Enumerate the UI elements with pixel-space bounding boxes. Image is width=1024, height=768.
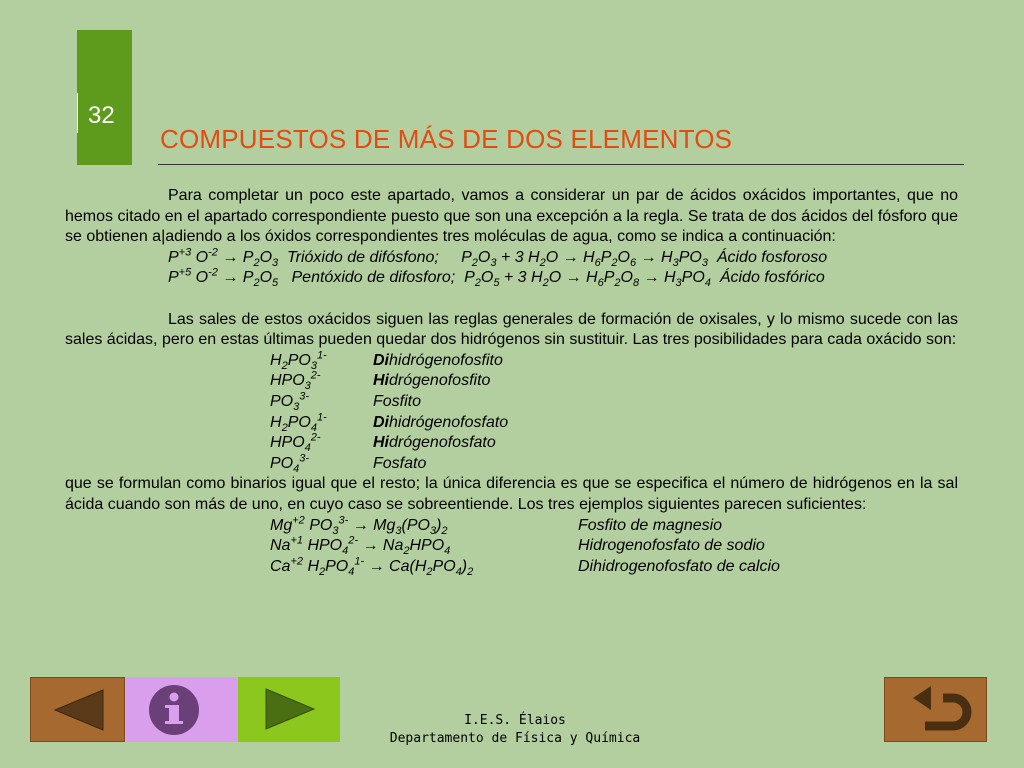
salt-row-2: $HPO_3^{2-}$ Hidrógenofosfito (270, 370, 491, 393)
right-arrow-icon (238, 677, 340, 742)
example-row-1: $Mg^{+2}$ $PO_3^{3-} \to Mg_3(PO_3)_2$ Fosfito de magnesio (270, 514, 723, 537)
title-divider (158, 164, 964, 165)
return-button[interactable] (884, 677, 987, 742)
salt-row-6: $PO_4^{3-}$ Fosfato (270, 452, 427, 475)
left-arrow-icon (31, 678, 126, 743)
footer-department: Departamento de Física y Química (389, 731, 641, 746)
salt-row-4: $H_2PO_4^{1-}$ Dihidrógenofosfato (270, 411, 509, 434)
slide-number: 32 (88, 102, 115, 129)
oxide-name-1: Trióxido de difósfono; (287, 248, 439, 266)
reaction-line-2: $P^{+5}$ $O^{-2} \to P_2O_5$ Pentóxido de difosforo; $P_2O_5 + 3$ $H_2O \to H_6P_2O_8 \to H_3PO_4$ Ácido fosfórico (168, 267, 825, 290)
example-row-2: $Na^{+1}$ $HPO_4^{2-} \to Na_2HPO_4$ Hidrogenofosfato de sodio (270, 534, 765, 558)
next-button[interactable] (238, 677, 340, 742)
return-arrow-icon (885, 678, 988, 743)
slide-number-box (77, 30, 132, 165)
slide-number-tick (77, 93, 78, 133)
salt-row-5: $HPO_4^{2-}$ Hidrógenofosfato (270, 431, 496, 455)
example-row-3: $Ca^{+2}$ $H_2PO_4^{1-} \to Ca(H_2PO_4)_2$ Dihidrogenofosfato de calcio (270, 555, 780, 578)
info-button[interactable] (126, 677, 238, 742)
footer-school: I.E.S. Élaios (464, 713, 566, 728)
info-icon (126, 677, 238, 742)
acid-name-2: Ácido fosfórico (719, 269, 825, 287)
oxide-name-2: Pentóxido de difosforo; (291, 269, 456, 287)
slide-title: COMPUESTOS DE MÁS DE DOS ELEMENTOS (160, 124, 733, 154)
reaction-line-1: $P^{+3}$ $O^{-2} \to P_2O_3$ Trióxido de difósfono; $P_2O_3 + 3$ $H_2O \to H_6P_2O_6 \to H_3PO_3$ Ácido fosforoso (168, 246, 828, 269)
acid-name-1: Ácido fosforoso (716, 248, 828, 266)
intro-paragraph: Para completar un poco este apartado, vamos a considerar un par de ácidos oxácidos importantes, que no hemos citado en el apartado correspondiente puesto que son una excepción a la regla. Se trata de dos ácidos del fósforo que se obtienen a|adiendo a los óxidos correspondientes tres moléculas de agua, como se indica a continuación: (65, 187, 958, 246)
footer (380, 712, 650, 748)
salt-row-3: $PO_3^{3-}$ Fosfito (270, 390, 422, 414)
salt-row-1: $H_2PO_3^{1-}$ Dihidrógenofosfito (270, 349, 503, 372)
salts-paragraph: Las sales de estos oxácidos siguen las reglas generales de formación de oxisales, y lo mismo sucede con las sales ácidas, pero en estas últimas pueden quedar dos hidrógenos sin sustituir. Las tres posibilidades para cada oxácido son: (65, 310, 958, 349)
previous-button[interactable] (30, 677, 125, 742)
closing-paragraph: que se formulan como binarios igual que el resto; la única diferencia es que se especifica el número de hidrógenos en la sal ácida cuando son más de uno, en cuyo caso se sobreentiende. Los tres ejemplos siguientes parecen suficientes: (65, 475, 958, 513)
slide-content (65, 186, 958, 577)
